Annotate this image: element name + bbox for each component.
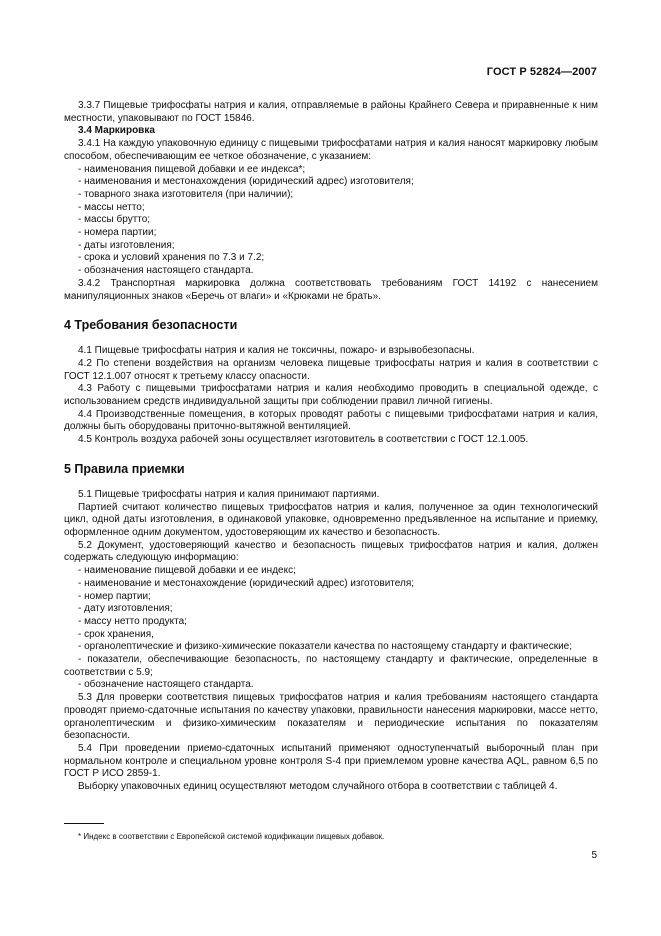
paragraph-5-3: 5.3 Для проверки соответствия пищевых трифосфатов натрия и калия требованиям настоящего стандарта проводят приемо-сдаточные испытания по качеству упаковки, правильности нанесения маркировки, массе нетто, органолептическим и физико-химическим показателям и периодические испытания по показателям безопасности. — [64, 692, 598, 742]
list-item: - массу нетто продукта; — [78, 615, 187, 627]
paragraph-3-4-1: 3.4.1 На каждую упаковочную единицу с пищевыми трифосфатами натрия и калия наносят маркировку любым способом, обеспечивающим ее четкое обозначение, с указанием: — [64, 138, 598, 162]
section-5-title: 5 Правила приемки — [64, 461, 185, 476]
list-item: - наименование пищевой добавки и ее индекс; — [78, 565, 296, 577]
paragraph-4-4: 4.4 Производственные помещения, в которых проводят работы с пищевыми трифосфатами натрия и калия, должны быть оборудованы приточно-вытяжной вентиляцией. — [64, 408, 598, 433]
paragraph-5-4-sampling: Выборку упаковочных единиц осуществляют методом случайного отбора в соответствии с таблицей 4. — [78, 781, 558, 793]
section-4-title: 4 Требования безопасности — [64, 318, 238, 333]
page-body — [64, 100, 598, 794]
list-item: - показатели, обеспечивающие безопасность, по настоящему стандарту и фактические, определенные в соответствии с 5.9; — [64, 654, 598, 678]
paragraph-3-4-2: 3.4.2 Транспортная маркировка должна соответствовать требованиям ГОСТ 14192 с нанесением манипуляционных знаков «Беречь от влаги» и «Крюками не брать». — [64, 277, 598, 302]
list-item: - обозначения настоящего стандарта. — [78, 265, 254, 277]
list-item: - наименование и местонахождение (юридический адрес) изготовителя; — [78, 577, 415, 589]
list-item: - наименования и местонахождения (юридический адрес) изготовителя; — [78, 176, 414, 188]
paragraph-4-2: 4.2 По степени воздействия на организм человека пищевые трифосфаты натрия и калия в соответствии с ГОСТ 12.1.007 относят к третьему классу опасности. — [64, 357, 598, 382]
standard-header: ГОСТ Р 52824—2007 — [486, 66, 597, 78]
list-item: - обозначение настоящего стандарта. — [78, 679, 254, 691]
heading-3-4: 3.4 Маркировка — [78, 125, 155, 137]
list-item: - дату изготовления; — [78, 603, 173, 615]
list-item: - массы нетто; — [78, 201, 145, 213]
footnote: * Индекс в соответствии с Европейской системой кодификации пищевых добавок. — [78, 832, 385, 841]
page-number: 5 — [591, 850, 597, 861]
document-info-list — [64, 565, 598, 692]
list-item: - номера партии; — [78, 227, 157, 239]
paragraph-5-1: 5.1 Пищевые трифосфаты натрия и калия принимают партиями. — [78, 488, 380, 500]
paragraph-5-2: 5.2 Документ, удостоверяющий качество и безопасность пищевых трифосфатов натрия и калия, должен содержать следующую информацию: — [64, 539, 598, 564]
paragraph-4-3: 4.3 Работу с пищевыми трифосфатами натрия и калия необходимо проводить в специальной одежде, с использованием средств индивидуальной защиты при соблюдении правил личной гигиены. — [64, 383, 598, 408]
list-item: - массы брутто; — [78, 214, 151, 226]
list-item: - даты изготовления; — [78, 239, 175, 251]
list-item: - срок хранения, — [78, 628, 154, 640]
list-item: - срока и условий хранения по 7.3 и 7.2; — [78, 252, 265, 264]
paragraph-5-1-lot: Партией считают количество пищевых трифосфатов натрия и калия, полученное за один технологический цикл, одной даты изготовления, в одинаковой упаковке, одновременно предъявленное на испытание и приемку, оформленное одним документом, удостоверяющим их качество и безопасность. — [64, 501, 598, 538]
footnote-divider — [64, 823, 104, 824]
paragraph-4-5: 4.5 Контроль воздуха рабочей зоны осуществляет изготовитель в соответствии с ГОСТ 12.1.005. — [78, 434, 529, 446]
list-item: - товарного знака изготовителя (при наличии); — [78, 188, 294, 200]
list-item: - наименования пищевой добавки и ее индекса*; — [78, 163, 306, 175]
list-item: - номер партии; — [78, 590, 151, 602]
list-item: - органолептические и физико-химические показатели качества по настоящему стандарту и фактические; — [78, 641, 573, 653]
paragraph-5-4: 5.4 При проведении приемо-сдаточных испытаний применяют одноступенчатый выборочный план при нормальном контроле и специальном уровне контроля S-4 при приемлемом уровне качества AQL, равном 6,5 по ГОСТ Р ИСО 2859-1. — [64, 742, 598, 780]
paragraph-4-1: 4.1 Пищевые трифосфаты натрия и калия не токсичны, пожаро- и взрывобезопасны. — [78, 345, 475, 357]
paragraph-3-3-7: 3.3.7 Пищевые трифосфаты натрия и калия, отправляемые в районы Крайнего Севера и приравненные к ним местности, упаковывают по ГОСТ 15846. — [64, 100, 598, 124]
marking-list — [64, 164, 598, 278]
